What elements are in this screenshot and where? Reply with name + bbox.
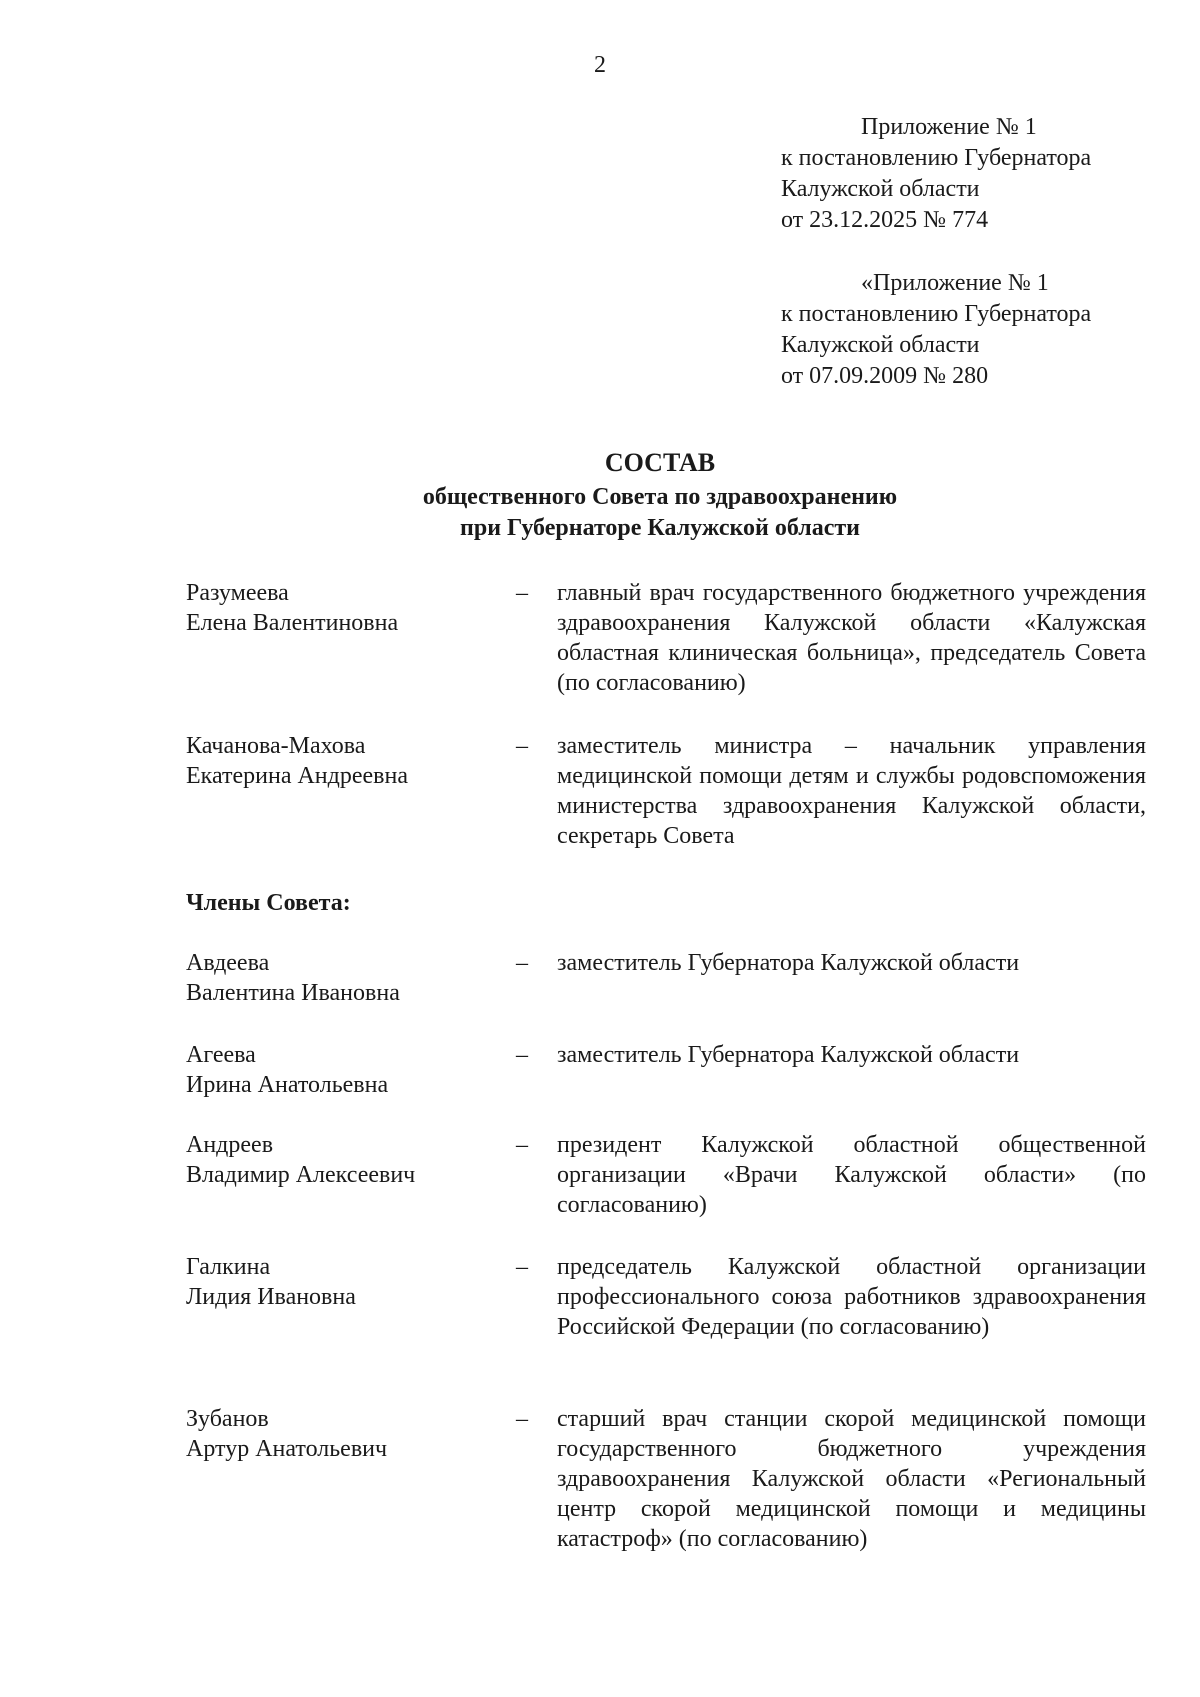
member-surname: Галкина (186, 1254, 271, 1280)
member-surname: Агеева (186, 1042, 256, 1068)
member-surname: Качанова-Махова (186, 733, 366, 759)
member-role: председатель Калужской областной организации профессионального союза работников здравоохранения Российской Федерации (по согласованию) (557, 1254, 1146, 1340)
member-role: главный врач государственного бюджетного учреждения здравоохранения Калужской области «Калужская областная клиническая больница», председатель Совета (по согласованию) (557, 580, 1146, 696)
member-given-name: Ирина Анатольевна (186, 1072, 389, 1098)
appendix-header-new (781, 112, 1161, 236)
title-line-3: при Губернаторе Калужской области (460, 515, 860, 541)
dash-separator: – (516, 1042, 528, 1068)
member-name (186, 578, 506, 638)
appendix-old-line-3: Калужской области (781, 332, 980, 358)
appendix-old-line-1: «Приложение № 1 (861, 270, 1049, 296)
member-role: заместитель Губернатора Калужской области (557, 1042, 1020, 1068)
dash-separator: – (516, 733, 528, 759)
member-role: старший врач станции скорой медицинской помощи государственного бюджетного учреждения здравоохранения Калужской области «Региональный центр скорой медицинской помощи и медицины катастроф» (по согласованию) (557, 1406, 1146, 1552)
member-name (186, 1404, 506, 1464)
member-name (186, 1040, 506, 1100)
member-given-name: Владимир Алексеевич (186, 1162, 416, 1188)
document-title (0, 448, 1200, 544)
member-name (186, 1252, 506, 1312)
title-line-2: общественного Совета по здравоохранению (422, 484, 898, 510)
member-surname: Андреев (186, 1132, 274, 1158)
appendix-old-line-4: от 07.09.2009 № 280 (781, 363, 989, 389)
appendix-new-line-3: Калужской области (781, 176, 980, 202)
dash-separator: – (516, 1254, 528, 1280)
dash-separator: – (516, 580, 528, 606)
dash-separator: – (516, 1132, 528, 1158)
member-given-name: Валентина Ивановна (186, 980, 400, 1006)
member-given-name: Лидия Ивановна (186, 1284, 356, 1310)
member-name (186, 948, 506, 1008)
member-surname: Разумеева (186, 580, 289, 606)
dash-separator: – (516, 1406, 528, 1432)
appendix-old-line-2: к постановлению Губернатора (781, 301, 1092, 327)
members-heading: Члены Совета: (186, 890, 351, 916)
member-surname: Авдеева (186, 950, 270, 976)
member-name (186, 1130, 506, 1190)
member-given-name: Елена Валентиновна (186, 610, 399, 636)
appendix-new-line-2: к постановлению Губернатора (781, 145, 1092, 171)
member-role: заместитель министра – начальник управления медицинской помощи детям и службы родовспоможения министерства здравоохранения Калужской области, секретарь Совета (557, 733, 1146, 849)
page-number: 2 (594, 52, 606, 78)
member-surname: Зубанов (186, 1406, 269, 1432)
member-role: президент Калужской областной общественной организации «Врачи Калужской области» (по согласованию) (557, 1132, 1146, 1218)
member-given-name: Артур Анатольевич (186, 1436, 388, 1462)
member-role: заместитель Губернатора Калужской области (557, 950, 1020, 976)
title-line-1: СОСТАВ (604, 448, 716, 477)
member-name (186, 731, 506, 791)
member-given-name: Екатерина Андреевна (186, 763, 408, 789)
appendix-new-line-1: Приложение № 1 (861, 114, 1037, 140)
dash-separator: – (516, 950, 528, 976)
appendix-header-old (781, 268, 1161, 392)
appendix-new-line-4: от 23.12.2025 № 774 (781, 207, 989, 233)
